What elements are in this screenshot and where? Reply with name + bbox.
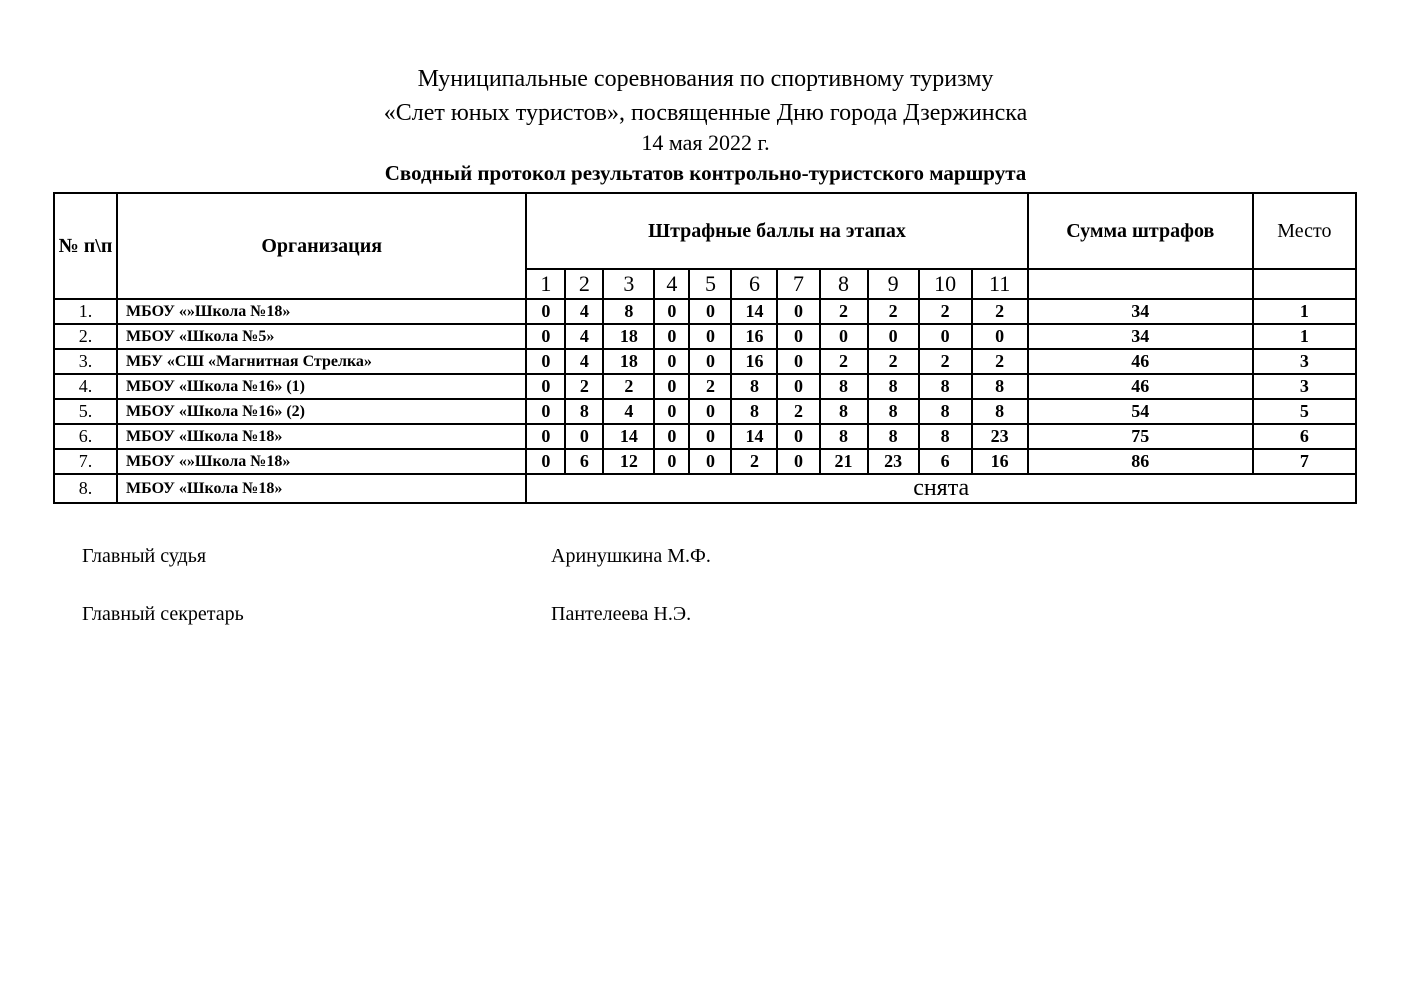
stage-penalty: 8 [868, 399, 919, 424]
table-row [54, 324, 1356, 349]
stage-penalty: 8 [919, 424, 972, 449]
event-date: 14 мая 2022 г. [641, 130, 770, 155]
protocol-subtitle: Сводный протокол результатов контрольно-туристского маршрута [384, 161, 1027, 185]
stage-penalty: 0 [868, 324, 919, 349]
penalty-sum: 34 [1028, 324, 1253, 349]
stage-penalty: 2 [919, 349, 972, 374]
stage-penalty: 16 [731, 324, 777, 349]
stage-penalty: 0 [654, 399, 689, 424]
stage-penalty: 2 [777, 399, 819, 424]
stage-penalty: 0 [565, 424, 603, 449]
secretary-name: Пантелеева Н.Э. [551, 603, 692, 625]
title-line-1: Муниципальные соревнования по спортивному туризму [417, 66, 994, 92]
stage-penalty: 16 [972, 449, 1028, 474]
stage-penalty: 0 [654, 349, 689, 374]
stage-penalty: 2 [972, 349, 1028, 374]
table-row [54, 374, 1356, 399]
place: 7 [1253, 449, 1356, 474]
row-number: 1. [54, 299, 117, 324]
stage-penalty: 0 [777, 449, 819, 474]
stage-penalty: 8 [919, 399, 972, 424]
status-removed: снята [526, 474, 1356, 503]
place: 3 [1253, 349, 1356, 374]
stage-penalty: 0 [777, 349, 819, 374]
stage-number: 2 [565, 269, 603, 299]
stage-penalty: 2 [972, 299, 1028, 324]
judge-title: Главный судья [82, 545, 207, 567]
stage-number: 5 [689, 269, 731, 299]
stage-penalty: 18 [603, 349, 654, 374]
col-place-header: Место [1253, 193, 1356, 269]
stage-penalty: 0 [654, 449, 689, 474]
stage-penalty: 0 [526, 399, 565, 424]
stage-penalty: 0 [689, 324, 731, 349]
penalty-sum: 54 [1028, 399, 1253, 424]
table-row [54, 349, 1356, 374]
stage-penalty: 0 [689, 449, 731, 474]
table-row [54, 299, 1356, 324]
table-header-row [54, 193, 1356, 269]
stage-penalty: 8 [565, 399, 603, 424]
stage-number: 4 [654, 269, 689, 299]
stage-penalty: 14 [731, 299, 777, 324]
stage-penalty: 0 [689, 399, 731, 424]
stage-penalty: 2 [731, 449, 777, 474]
stage-number: 11 [972, 269, 1028, 299]
stage-penalty: 0 [972, 324, 1028, 349]
results-table [53, 192, 1357, 504]
penalty-sum: 34 [1028, 299, 1253, 324]
stage-penalty: 8 [820, 424, 868, 449]
stage-number: 7 [777, 269, 819, 299]
row-number: 3. [54, 349, 117, 374]
stage-penalty: 16 [731, 349, 777, 374]
stage-penalty: 0 [777, 424, 819, 449]
place: 6 [1253, 424, 1356, 449]
row-number: 7. [54, 449, 117, 474]
stage-penalty: 0 [526, 424, 565, 449]
stage-penalty: 0 [820, 324, 868, 349]
stage-penalty: 2 [820, 349, 868, 374]
title-line-2: «Слет юных туристов», посвященные Дню города Дзержинска [383, 100, 1028, 126]
place: 3 [1253, 374, 1356, 399]
stage-penalty: 0 [526, 374, 565, 399]
stage-penalty: 0 [654, 374, 689, 399]
stage-number: 3 [603, 269, 654, 299]
stage-penalty: 14 [731, 424, 777, 449]
stage-penalty: 0 [526, 349, 565, 374]
stage-penalty: 0 [919, 324, 972, 349]
organization-name: МБОУ «Школа №18» [117, 424, 526, 449]
organization-name: МБОУ «»Школа №18» [117, 299, 526, 324]
col-stages-header: Штрафные баллы на этапах [526, 193, 1027, 269]
stage-penalty: 8 [603, 299, 654, 324]
stage-penalty: 4 [565, 299, 603, 324]
stage-penalty: 2 [868, 349, 919, 374]
row-number: 4. [54, 374, 117, 399]
stage-number: 9 [868, 269, 919, 299]
stage-penalty: 8 [868, 424, 919, 449]
stage-penalty: 6 [919, 449, 972, 474]
empty-cell [1028, 269, 1253, 299]
stage-penalty: 4 [603, 399, 654, 424]
col-sum-header: Сумма штрафов [1028, 193, 1253, 269]
row-number: 6. [54, 424, 117, 449]
place: 1 [1253, 299, 1356, 324]
stage-number: 8 [820, 269, 868, 299]
stage-penalty: 0 [526, 324, 565, 349]
stage-penalty: 0 [689, 424, 731, 449]
organization-name: МБОУ «Школа №5» [117, 324, 526, 349]
stage-penalty: 2 [689, 374, 731, 399]
organization-name: МБОУ «Школа №18» [117, 474, 526, 503]
row-number: 8. [54, 474, 117, 503]
stage-penalty: 14 [603, 424, 654, 449]
stage-penalty: 8 [731, 374, 777, 399]
stage-penalty: 8 [820, 399, 868, 424]
organization-name: МБОУ «»Школа №18» [117, 449, 526, 474]
table-row-removed [54, 474, 1356, 503]
penalty-sum: 75 [1028, 424, 1253, 449]
stage-penalty: 0 [654, 299, 689, 324]
row-number: 2. [54, 324, 117, 349]
stage-penalty: 2 [919, 299, 972, 324]
organization-name: МБУ «СШ «Магнитная Стрелка» [117, 349, 526, 374]
result-rows [54, 299, 1356, 474]
row-number: 5. [54, 399, 117, 424]
judge-name: Аринушкина М.Ф. [551, 545, 711, 567]
penalty-sum: 46 [1028, 349, 1253, 374]
stage-penalty: 8 [731, 399, 777, 424]
stage-penalty: 0 [777, 374, 819, 399]
stage-penalty: 0 [654, 324, 689, 349]
penalty-sum: 46 [1028, 374, 1253, 399]
stage-penalty: 2 [868, 299, 919, 324]
table-row [54, 424, 1356, 449]
stage-number: 1 [526, 269, 565, 299]
stage-penalty: 23 [972, 424, 1028, 449]
stage-penalty: 4 [565, 349, 603, 374]
stage-penalty: 8 [868, 374, 919, 399]
stage-penalty: 4 [565, 324, 603, 349]
stage-penalty: 0 [689, 299, 731, 324]
stage-penalty: 0 [654, 424, 689, 449]
stage-number: 6 [731, 269, 777, 299]
place: 5 [1253, 399, 1356, 424]
stage-penalty: 8 [972, 399, 1028, 424]
stage-penalty: 8 [820, 374, 868, 399]
stage-penalty: 0 [777, 299, 819, 324]
stage-number: 10 [919, 269, 972, 299]
table-row [54, 449, 1356, 474]
stage-penalty: 8 [972, 374, 1028, 399]
stage-penalty: 2 [820, 299, 868, 324]
stage-penalty: 0 [777, 324, 819, 349]
col-organization-header: Организация [117, 193, 526, 299]
place: 1 [1253, 324, 1356, 349]
stage-penalty: 8 [919, 374, 972, 399]
organization-name: МБОУ «Школа №16» (1) [117, 374, 526, 399]
organization-name: МБОУ «Школа №16» (2) [117, 399, 526, 424]
penalty-sum: 86 [1028, 449, 1253, 474]
stage-penalty: 2 [565, 374, 603, 399]
stage-penalty: 23 [868, 449, 919, 474]
stage-penalty: 0 [689, 349, 731, 374]
col-number-header: № п\п [54, 193, 117, 299]
stage-penalty: 6 [565, 449, 603, 474]
empty-cell [1253, 269, 1356, 299]
table-row [54, 399, 1356, 424]
stage-penalty: 2 [603, 374, 654, 399]
stage-penalty: 21 [820, 449, 868, 474]
stage-penalty: 0 [526, 449, 565, 474]
stage-penalty: 0 [526, 299, 565, 324]
stage-penalty: 18 [603, 324, 654, 349]
stage-penalty: 12 [603, 449, 654, 474]
secretary-title: Главный секретарь [82, 603, 244, 625]
